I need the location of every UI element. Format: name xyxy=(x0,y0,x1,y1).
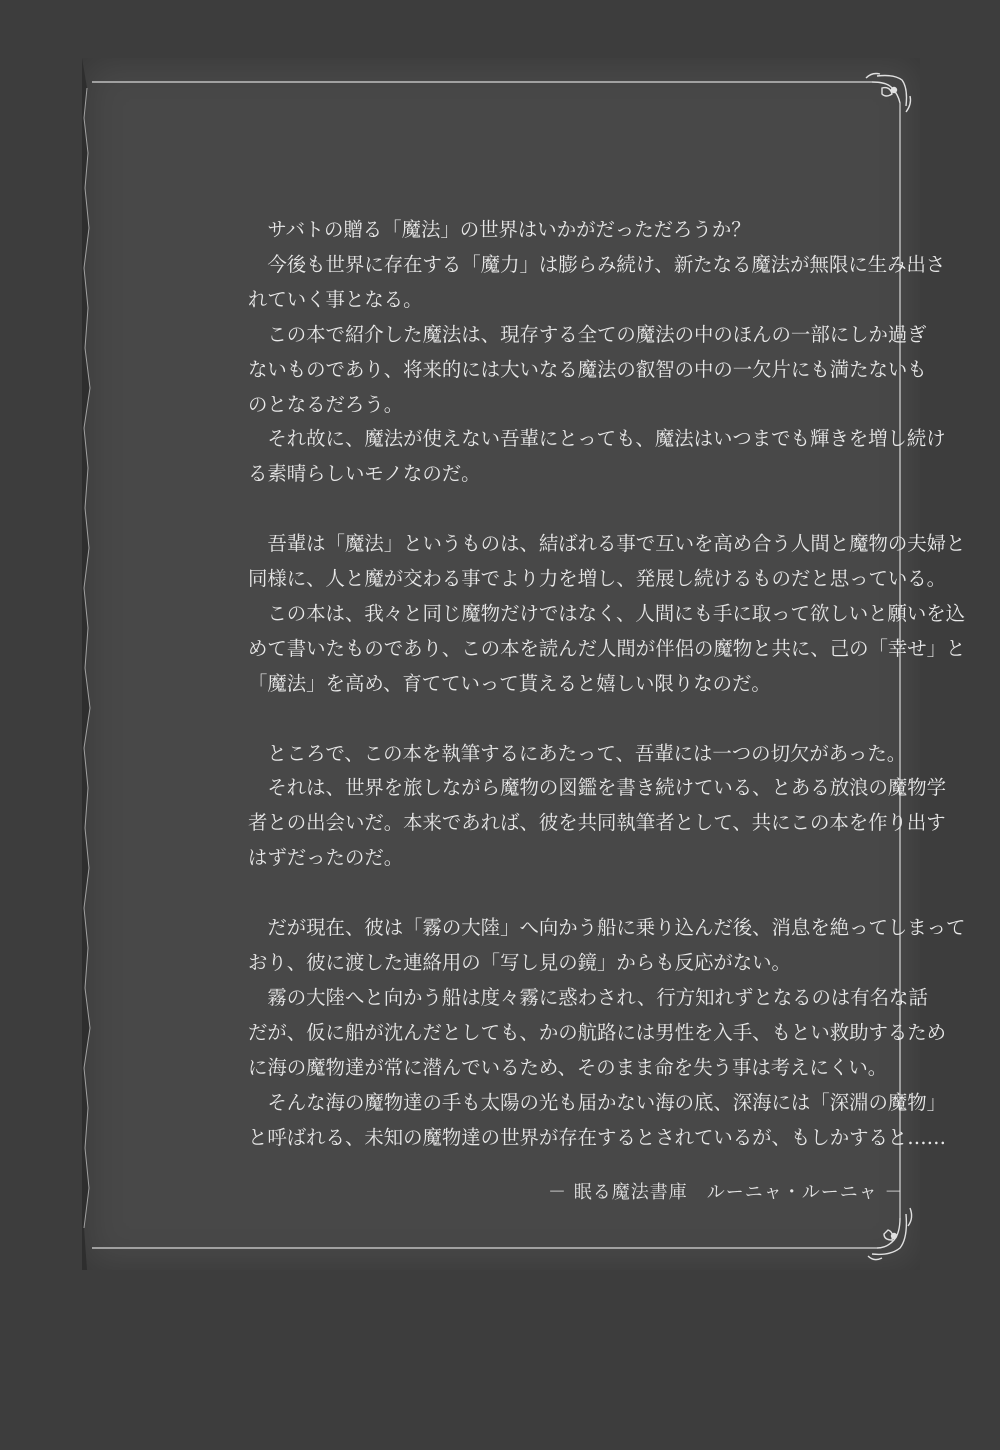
text-line: めて書いたものであり、この本を読んだ人間が伴侶の魔物と共に、己の「幸せ」と xyxy=(248,636,966,660)
text-line: 「魔法」を高め、育てていって貰えると嬉しい限りなのだ。 xyxy=(248,671,771,695)
text-line: それ故に、魔法が使えない吾輩にとっても、魔法はいつまでも輝きを増し続け xyxy=(248,427,946,451)
paragraph-gap xyxy=(248,876,848,911)
text-line: この本は、我々と同じ魔物だけではなく、人間にも手に取って欲しいと願いを込 xyxy=(248,601,966,625)
text-line: そんな海の魔物達の手も太陽の光も届かない海の底、深海には「深淵の魔物」 xyxy=(248,1090,947,1114)
paragraph-gap xyxy=(248,702,848,737)
text-line: 今後も世界に存在する「魔力」は膨らみ続け、新たなる魔法が無限に生み出さ xyxy=(248,252,946,276)
text-line: だが現在、彼は「霧の大陸」へ向かう船に乗り込んだ後、消息を絶ってしまって xyxy=(248,916,966,940)
text-line: のとなるだろう。 xyxy=(248,392,404,416)
text-line: はずだったのだ。 xyxy=(248,846,404,870)
text-line: サバトの贈る「魔法」の世界はいかがだっただろうか？ xyxy=(248,218,751,241)
text-line: に海の魔物達が常に潜んでいるため、そのまま命を失う事は考えにくい。 xyxy=(248,1055,888,1079)
text-line: と呼ばれる、未知の魔物達の世界が存在するとされているが、もしかすると…… xyxy=(248,1125,947,1149)
text-line: 同様に、人と魔が交わる事でより力を増し、発展し続けるものだと思っている。 xyxy=(248,567,947,591)
text-line: 者との出会いだ。本来であれば、彼を共同執筆者として、共にこの本を作り出す xyxy=(248,811,946,835)
author-signature: － 眠る魔法書庫 ルーニャ・ルーニャ － xyxy=(548,1182,904,1203)
text-line: この本で紹介した魔法は、現存する全ての魔法の中のほんの一部にしか過ぎ xyxy=(248,322,927,346)
text-line: それは、世界を旅しながら魔物の図鑑を書き続けている、とある放浪の魔物学 xyxy=(248,776,947,800)
text-line: 霧の大陸へと向かう船は度々霧に惑わされ、行方知れずとなるのは有名な話 xyxy=(248,985,928,1009)
paragraph-gap xyxy=(248,492,848,527)
book-page xyxy=(82,58,966,1270)
text-line: おり、彼に渡した連絡用の「写し見の鏡」からも反応がない。 xyxy=(248,950,791,974)
text-line: だが、仮に船が沈んだとしても、かの航路には男性を入手、もとい救助するため xyxy=(248,1020,947,1044)
corner-ornament-bottom-right-icon xyxy=(868,1208,912,1260)
text-line: れていく事となる。 xyxy=(248,287,423,311)
text-line: ところで、この本を執筆するにあたって、吾輩には一つの切欠があった。 xyxy=(248,741,907,765)
text-line: る素晴らしいモノなのだ。 xyxy=(248,462,481,486)
text-line: 吾輩は「魔法」というものは、結ばれる事で互いを高め合う人間と魔物の夫婦と xyxy=(248,532,966,556)
text-line: ないものであり、将来的には大いなる魔法の叡智の中の一欠片にも満たないも xyxy=(248,357,927,381)
corner-ornament-top-right-icon xyxy=(866,74,911,113)
essay-text xyxy=(248,213,966,1155)
